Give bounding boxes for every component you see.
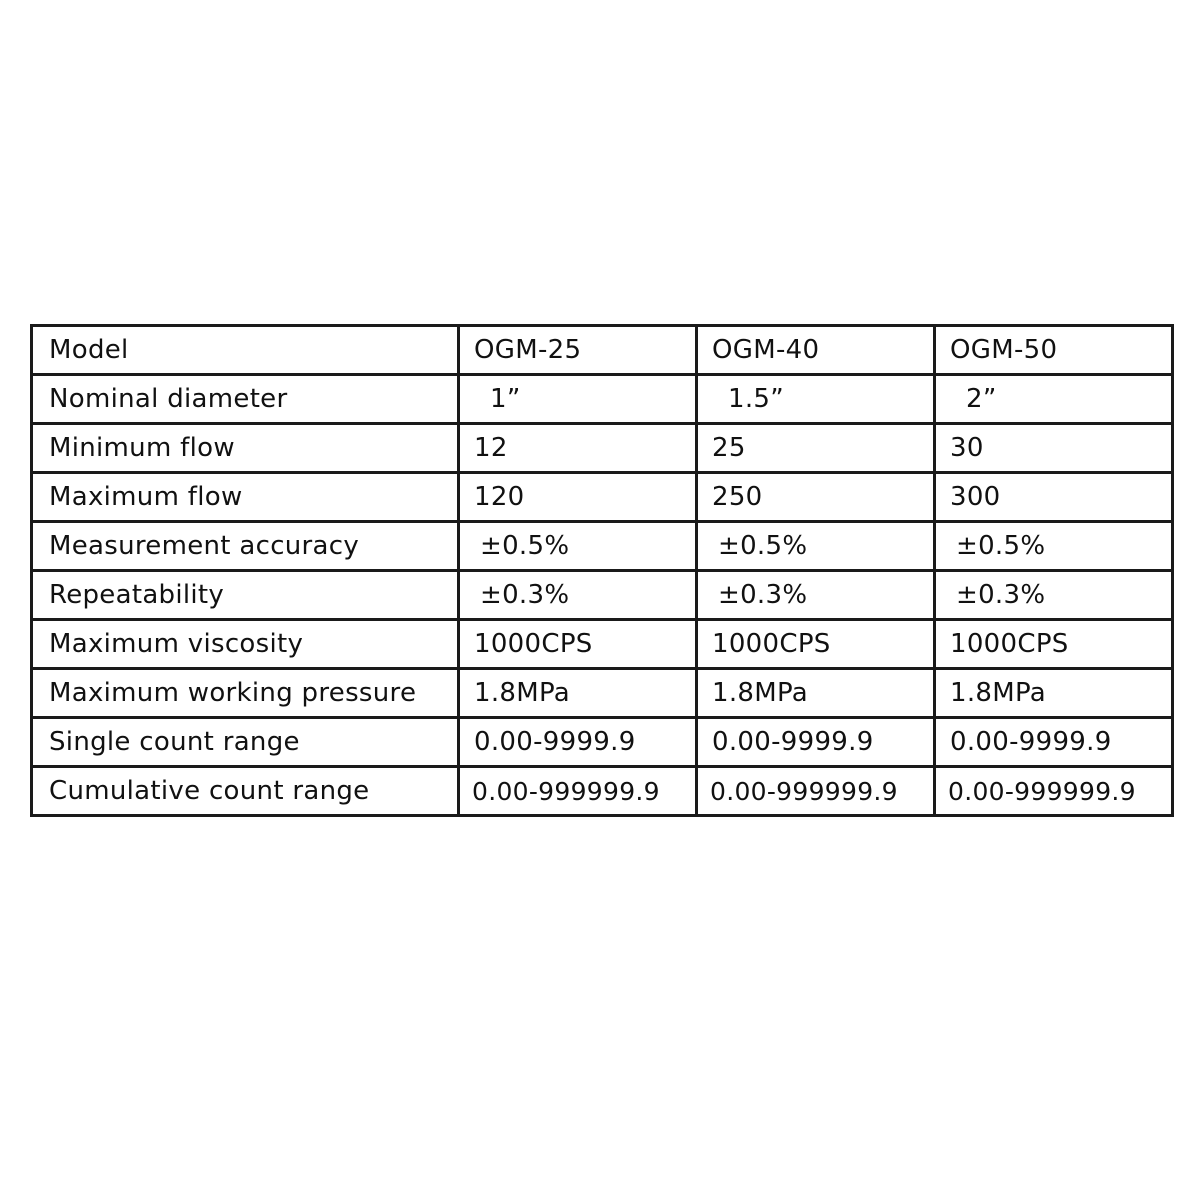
cell-ogm-25: 12 [459, 424, 697, 473]
row-label: Model [32, 326, 459, 375]
cell-ogm-50: 0.00-9999.9 [935, 718, 1173, 767]
cell-ogm-50: OGM-50 [935, 326, 1173, 375]
table-row [32, 620, 1173, 669]
row-label: Maximum viscosity [32, 620, 459, 669]
table-row [32, 767, 1173, 816]
table-row [32, 326, 1173, 375]
row-label: Maximum flow [32, 473, 459, 522]
cell-ogm-40: ±0.5% [697, 522, 935, 571]
cell-ogm-50: 300 [935, 473, 1173, 522]
cell-ogm-40: OGM-40 [697, 326, 935, 375]
cell-ogm-25: ±0.3% [459, 571, 697, 620]
cell-ogm-25: 0.00-9999.9 [459, 718, 697, 767]
spec-table [30, 324, 1174, 817]
table-row [32, 669, 1173, 718]
row-label: Maximum working pressure [32, 669, 459, 718]
row-label: Measurement accuracy [32, 522, 459, 571]
cell-ogm-50: 30 [935, 424, 1173, 473]
table-row [32, 718, 1173, 767]
cell-ogm-25: 1.8MPa [459, 669, 697, 718]
cell-ogm-50: 0.00-999999.9 [935, 767, 1173, 816]
cell-ogm-40: 1.5” [697, 375, 935, 424]
row-label: Nominal diameter [32, 375, 459, 424]
table-row [32, 424, 1173, 473]
cell-ogm-25: 1” [459, 375, 697, 424]
cell-ogm-25: 120 [459, 473, 697, 522]
cell-ogm-50: 1.8MPa [935, 669, 1173, 718]
cell-ogm-40: 0.00-999999.9 [697, 767, 935, 816]
table-row [32, 473, 1173, 522]
cell-ogm-40: 0.00-9999.9 [697, 718, 935, 767]
cell-ogm-25: OGM-25 [459, 326, 697, 375]
row-label: Minimum flow [32, 424, 459, 473]
cell-ogm-40: 25 [697, 424, 935, 473]
cell-ogm-25: 0.00-999999.9 [459, 767, 697, 816]
cell-ogm-50: 2” [935, 375, 1173, 424]
cell-ogm-40: 250 [697, 473, 935, 522]
row-label: Repeatability [32, 571, 459, 620]
row-label: Single count range [32, 718, 459, 767]
cell-ogm-40: ±0.3% [697, 571, 935, 620]
row-label: Cumulative count range [32, 767, 459, 816]
table-row [32, 375, 1173, 424]
cell-ogm-50: 1000CPS [935, 620, 1173, 669]
cell-ogm-40: 1000CPS [697, 620, 935, 669]
cell-ogm-50: ±0.5% [935, 522, 1173, 571]
cell-ogm-25: 1000CPS [459, 620, 697, 669]
table-row [32, 522, 1173, 571]
cell-ogm-25: ±0.5% [459, 522, 697, 571]
cell-ogm-40: 1.8MPa [697, 669, 935, 718]
table-row [32, 571, 1173, 620]
cell-ogm-50: ±0.3% [935, 571, 1173, 620]
